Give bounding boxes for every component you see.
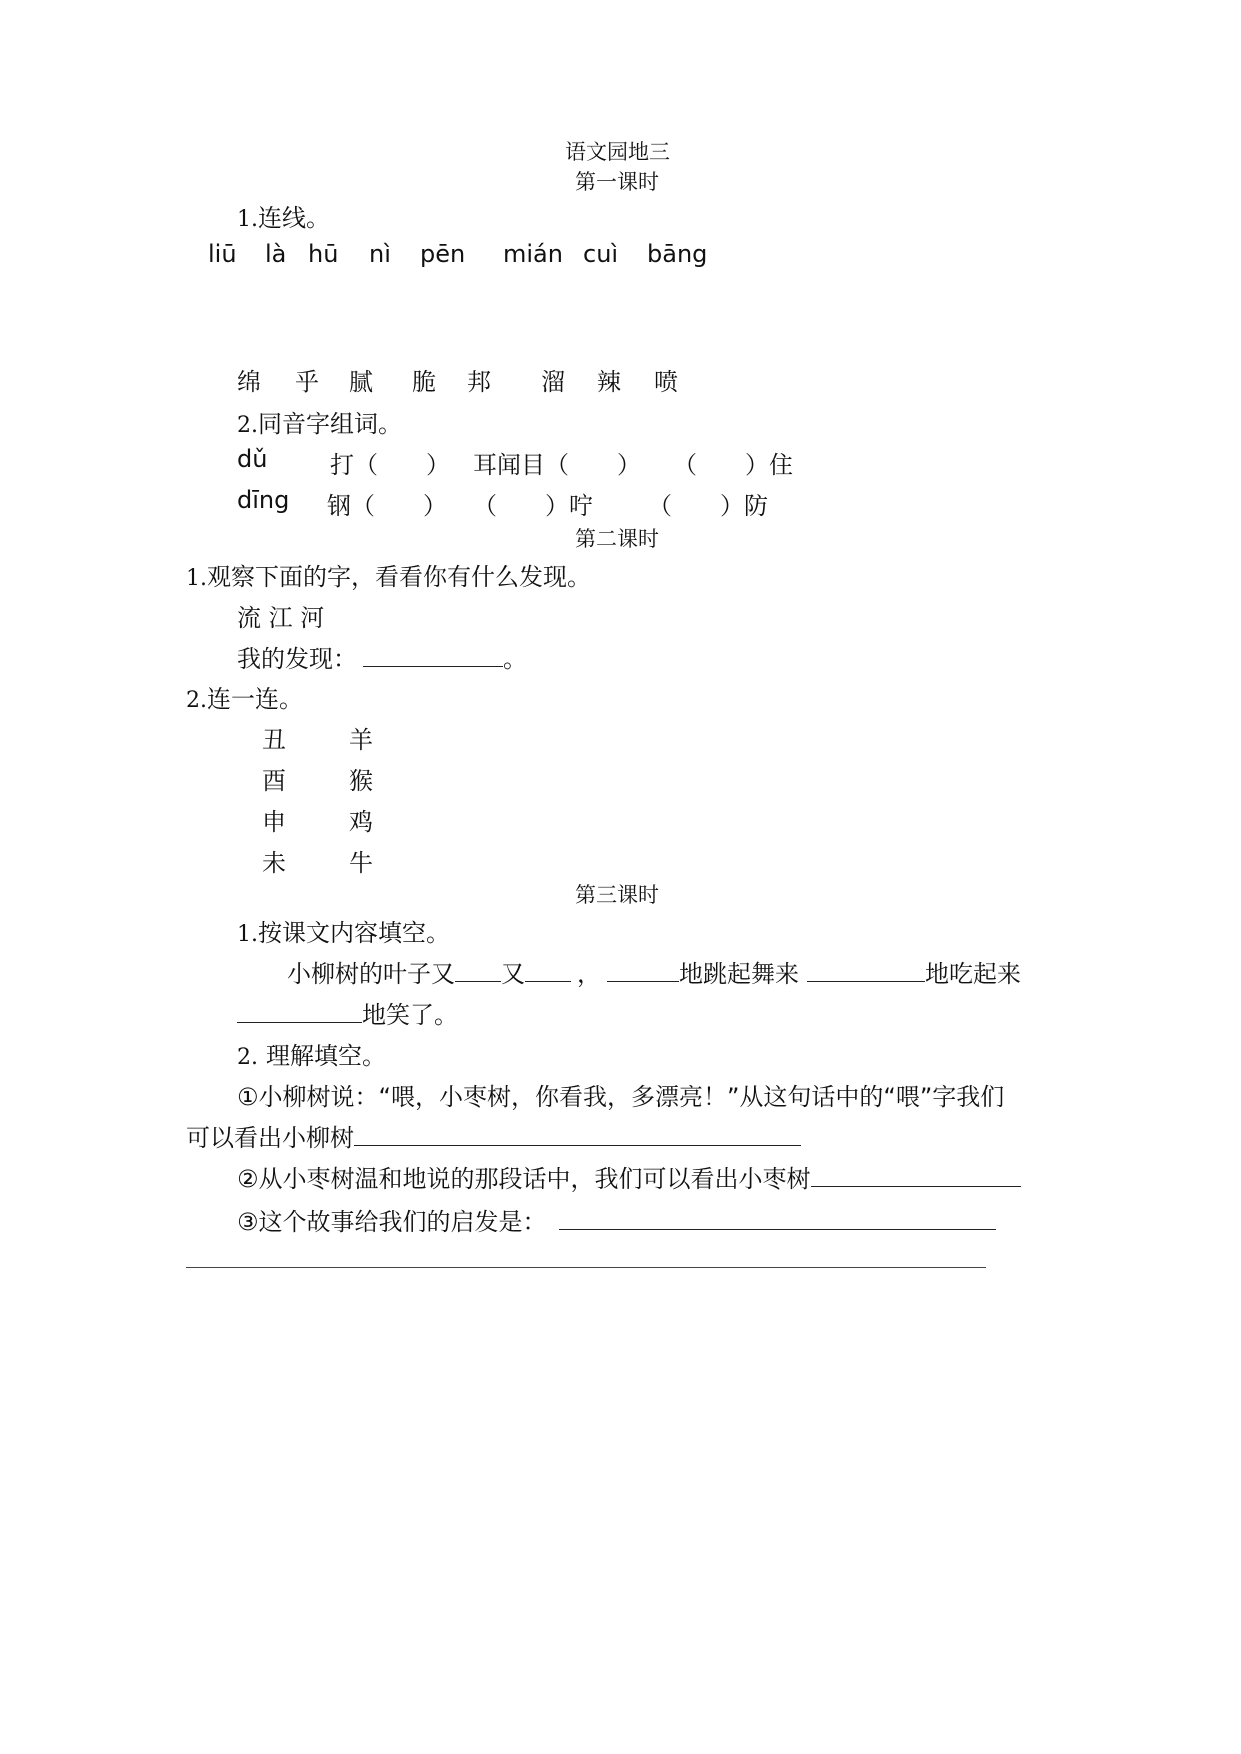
- char-item: 喷: [654, 368, 678, 396]
- pinyin-item: nì: [369, 240, 391, 268]
- answer-line[interactable]: [186, 1267, 986, 1268]
- question-3-2: [237, 1036, 386, 1071]
- match-right: 猴: [349, 767, 373, 795]
- char-item: 辣: [597, 368, 621, 396]
- observe-chars: 流 江 河: [237, 604, 325, 632]
- homophone-blank: 耳闻目（ ）: [473, 451, 641, 479]
- question-2-2: [186, 679, 303, 714]
- answer-blank[interactable]: [807, 980, 925, 982]
- sentence-3: [237, 1202, 996, 1237]
- question-text: 同音字组词。: [258, 410, 402, 438]
- fill-text: ，: [577, 960, 601, 988]
- fill-line-1: [287, 954, 1021, 989]
- lesson-heading-2: 第二课时: [575, 527, 659, 551]
- question-3-1: [237, 913, 450, 948]
- pinyin-item: là: [265, 240, 287, 268]
- question-1-1: [237, 198, 330, 233]
- question-number: 1.: [237, 207, 258, 232]
- match-left: 酉: [262, 767, 286, 795]
- question-text: 连线。: [258, 204, 330, 232]
- char-item: 溜: [541, 368, 565, 396]
- discovery-end: 。: [503, 645, 527, 673]
- sentence-text: ②从小枣树温和地说的那段话中，我们可以看出小枣树: [237, 1165, 811, 1193]
- sentence-text: 可以看出小柳树: [186, 1124, 354, 1152]
- fill-line-2: [237, 995, 458, 1030]
- pinyin-item: hū: [308, 240, 339, 268]
- homophone-blank: 钢（ ）: [327, 492, 447, 520]
- homophone-blank: （ ）住: [673, 451, 793, 479]
- homophone-pinyin: dīng: [237, 486, 290, 514]
- answer-blank[interactable]: [607, 980, 679, 982]
- match-right: 羊: [349, 726, 373, 754]
- question-text: 理解填空。: [266, 1042, 386, 1070]
- answer-blank[interactable]: [363, 665, 503, 667]
- fill-text: 地笑了。: [362, 1001, 458, 1029]
- answer-blank[interactable]: [559, 1228, 996, 1230]
- char-item: 邦: [467, 368, 491, 396]
- char-item: 脆: [412, 368, 436, 396]
- fill-text: 地吃起来: [925, 960, 1021, 988]
- sentence-1-line-2: [186, 1118, 801, 1153]
- question-text: 观察下面的字，看看你有什么发现。: [207, 563, 591, 591]
- match-left: 丑: [262, 726, 286, 754]
- question-1-2: [237, 404, 402, 439]
- homophone-pinyin: dǔ: [237, 445, 268, 473]
- fill-text: 又: [501, 960, 525, 988]
- match-right: 鸡: [349, 808, 373, 836]
- homophone-blank: （ ）防: [648, 492, 768, 520]
- question-2-1: [186, 557, 591, 592]
- question-number: 2.: [237, 1045, 258, 1070]
- answer-blank[interactable]: [237, 1021, 362, 1023]
- sentence-text: ③这个故事给我们的启发是：: [237, 1208, 547, 1236]
- question-text: 按课文内容填空。: [258, 919, 450, 947]
- discovery-label: 我的发现：: [237, 645, 357, 673]
- question-number: 2.: [237, 413, 258, 438]
- pinyin-item: bāng: [647, 240, 708, 268]
- lesson-heading-1: 第一课时: [575, 170, 659, 194]
- char-item: 绵: [237, 368, 261, 396]
- char-item: 乎: [295, 368, 319, 396]
- question-text: 连一连。: [207, 685, 303, 713]
- sentence-1-line-1: ①小柳树说：“喂，小枣树，你看我，多漂亮！”从这句话中的“喂”字我们: [237, 1083, 1005, 1111]
- char-item: 腻: [349, 368, 373, 396]
- answer-blank[interactable]: [354, 1144, 801, 1146]
- question-number: 2.: [186, 688, 207, 713]
- homophone-blank: （ ）咛: [473, 492, 593, 520]
- sentence-2: [237, 1159, 1021, 1194]
- answer-blank[interactable]: [811, 1185, 1021, 1187]
- pinyin-item: pēn: [420, 240, 466, 268]
- lesson-heading-3: 第三课时: [575, 883, 659, 907]
- question-number: 1.: [186, 566, 207, 591]
- homophone-blank: 打（ ）: [330, 451, 450, 479]
- page-title: 语文园地三: [565, 140, 670, 164]
- pinyin-item: mián: [503, 240, 563, 268]
- answer-blank[interactable]: [455, 980, 501, 982]
- fill-text: 地跳起舞来: [679, 960, 799, 988]
- pinyin-item: liū: [208, 240, 237, 268]
- pinyin-item: cuì: [583, 240, 619, 268]
- match-left: 申: [262, 808, 286, 836]
- match-left: 未: [262, 849, 286, 877]
- answer-blank[interactable]: [525, 980, 571, 982]
- fill-text: 小柳树的叶子又: [287, 960, 455, 988]
- question-number: 1.: [237, 922, 258, 947]
- discovery-line: [237, 639, 527, 674]
- match-right: 牛: [349, 849, 373, 877]
